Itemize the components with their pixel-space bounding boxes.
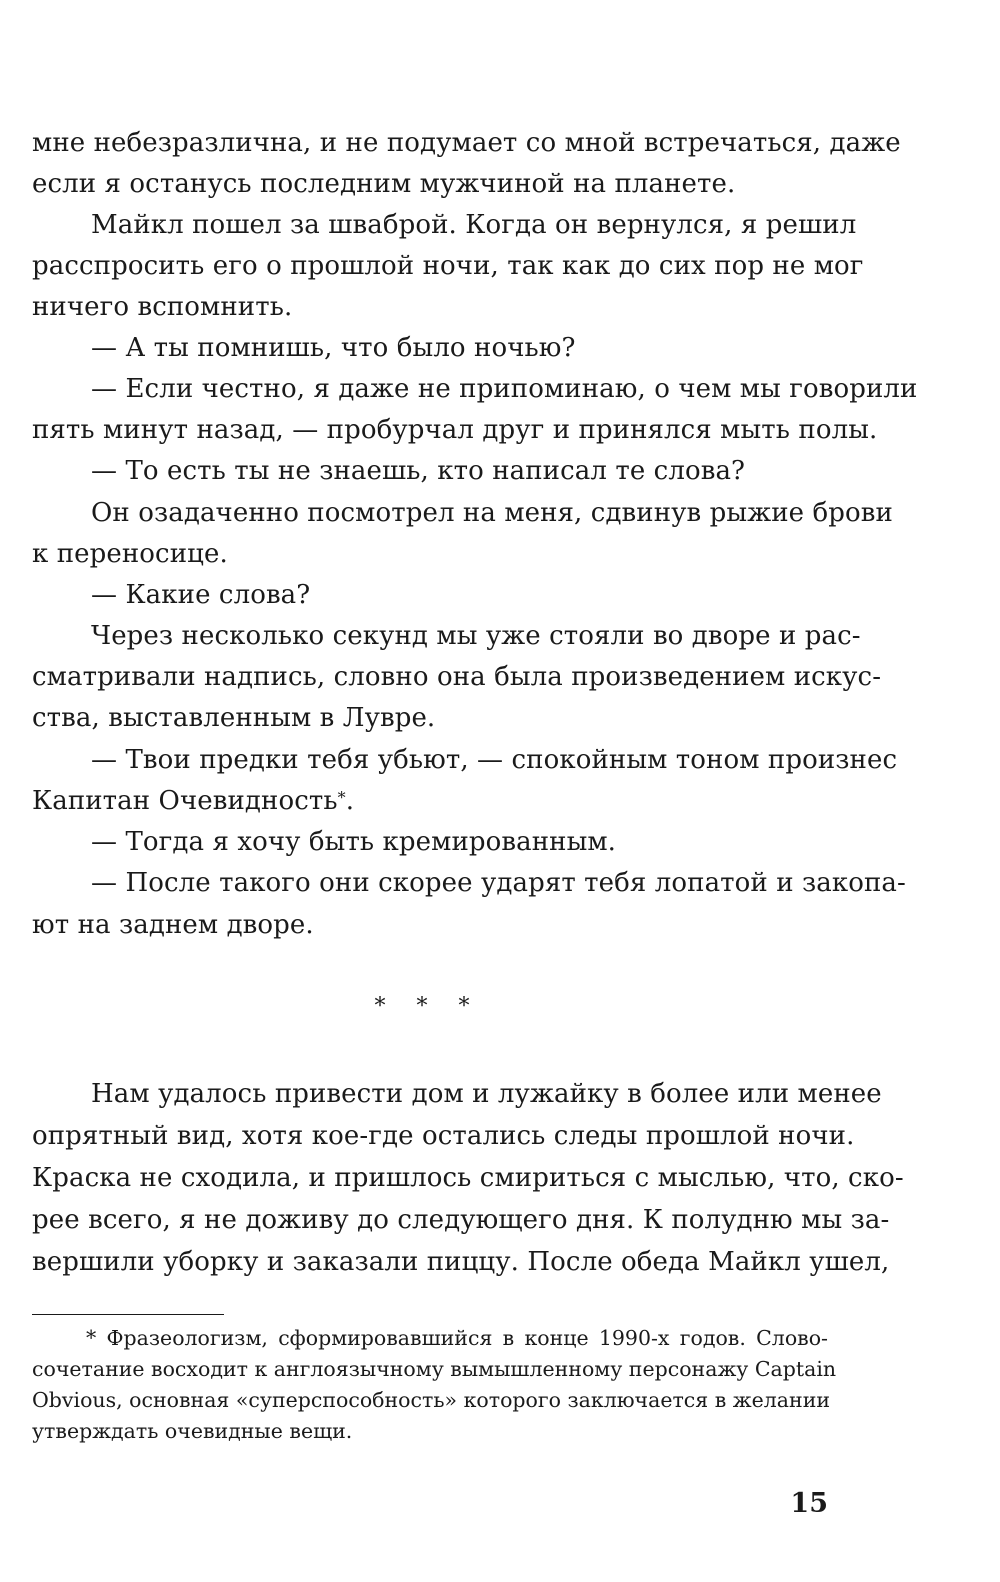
- dialogue-line: — Твои предки тебя убьют, — спокойным тоном произнес: [91, 745, 898, 775]
- footnote-divider: [32, 1314, 224, 1315]
- dialogue-line: — Тогда я хочу быть кремированным.: [91, 827, 617, 857]
- text-line: Майкл пошел за шваброй. Когда он вернулся, я решил: [91, 210, 857, 240]
- footnote-text: Фразеологизм, сформировавшийся в конце 1990-х годов. Слово-: [106, 1326, 828, 1350]
- text-line: ют на заднем дворе.: [32, 910, 314, 940]
- page-number: 15: [790, 1488, 828, 1519]
- text-line-segment: Капитан Очевидность: [32, 786, 338, 816]
- text-line: рее всего, я не доживу до следующего дня. К полудню мы за-: [32, 1205, 890, 1235]
- footnote-line: сочетание восходит к англоязычному вымышленному персонажу Captain: [32, 1357, 837, 1381]
- footnote-mark: *: [86, 1326, 97, 1350]
- text-line-with-footnote: [32, 781, 828, 822]
- dialogue-line: — То есть ты не знаешь, кто написал те слова?: [91, 456, 746, 486]
- text-line: к переносице.: [32, 539, 228, 569]
- text-line-punctuation: .: [345, 786, 355, 816]
- text-line: мне небезразлична, и не подумает со мной встречаться, даже: [32, 128, 901, 158]
- footnote-marker: *: [337, 788, 346, 807]
- text-line: Нам удалось привести дом и лужайку в более или менее: [91, 1079, 882, 1109]
- dialogue-line: — Если честно, я даже не припоминаю, о чем мы говорили: [91, 374, 918, 404]
- text-line: опрятный вид, хотя кое-где остались следы прошлой ночи.: [32, 1121, 855, 1151]
- text-line: ничего вспомнить.: [32, 292, 293, 322]
- text-line: ства, выставленным в Лувре.: [32, 703, 436, 733]
- dialogue-line: — После такого они скорее ударят тебя лопатой и закопа-: [91, 868, 906, 898]
- text-line: вершили уборку и заказали пиццу. После обеда Майкл ушел,: [32, 1247, 890, 1277]
- dialogue-line: — Какие слова?: [91, 580, 311, 610]
- footnote-line: [86, 1323, 828, 1354]
- text-line: Краска не сходила, и пришлось смириться с мыслью, что, ско-: [32, 1163, 904, 1193]
- text-line: если я останусь последним мужчиной на планете.: [32, 169, 736, 199]
- dialogue-line: — А ты помнишь, что было ночью?: [91, 333, 576, 363]
- text-line: расспросить его о прошлой ночи, так как до сих пор не мог: [32, 251, 864, 281]
- text-line: пять минут назад, — пробурчал друг и принялся мыть полы.: [32, 415, 878, 445]
- footnote-line: Obvious, основная «суперспособность» которого заключается в желании: [32, 1388, 831, 1412]
- footnote-line: утверждать очевидные вещи.: [32, 1419, 353, 1443]
- text-line: Через несколько секунд мы уже стояли во дворе и рас-: [91, 621, 861, 651]
- text-line: сматривали надпись, словно она была произведением искус-: [32, 662, 882, 692]
- scene-separator: * * *: [374, 994, 482, 1019]
- text-line: Он озадаченно посмотрел на меня, сдвинув рыжие брови: [91, 498, 893, 528]
